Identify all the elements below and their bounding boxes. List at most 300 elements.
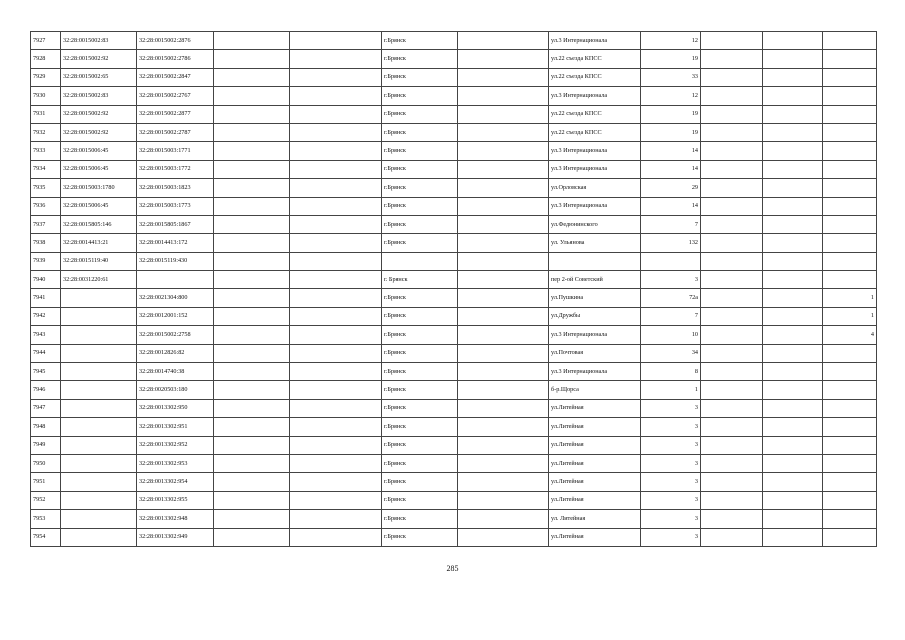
cell-col-11 bbox=[763, 197, 823, 215]
cell-city: г.Брянск bbox=[382, 289, 458, 307]
cell-cadastral-number: 32:28:0014413:172 bbox=[137, 234, 214, 252]
table-row bbox=[31, 436, 877, 454]
table-row bbox=[31, 32, 877, 50]
cell-col-11 bbox=[763, 123, 823, 141]
table-body bbox=[31, 32, 877, 547]
cell-street: ул.3 Интернационала bbox=[549, 32, 641, 50]
cell-col-12 bbox=[823, 68, 877, 86]
cell-col-7 bbox=[458, 307, 549, 325]
cell-col-10 bbox=[701, 307, 763, 325]
cell-row-number: 7946 bbox=[31, 381, 61, 399]
cell-row-number: 7945 bbox=[31, 363, 61, 381]
cell-col-4 bbox=[214, 215, 290, 233]
cell-street: ул.3 Интернационала bbox=[549, 142, 641, 160]
cell-old-cadastral-number: 32:28:0015002:65 bbox=[61, 68, 137, 86]
cell-row-number: 7948 bbox=[31, 418, 61, 436]
cell-col-7 bbox=[458, 105, 549, 123]
cell-street: ул. Литейная bbox=[549, 510, 641, 528]
cell-city: г.Брянск bbox=[382, 307, 458, 325]
table-row bbox=[31, 307, 877, 325]
cell-col-4 bbox=[214, 363, 290, 381]
table-row bbox=[31, 234, 877, 252]
cell-col-12 bbox=[823, 105, 877, 123]
cell-col-10 bbox=[701, 32, 763, 50]
cell-col-4 bbox=[214, 307, 290, 325]
cell-cadastral-number: 32:28:0015805:1867 bbox=[137, 215, 214, 233]
cell-col-12 bbox=[823, 87, 877, 105]
cell-col-7 bbox=[458, 32, 549, 50]
cell-col-5 bbox=[290, 289, 382, 307]
cell-col-10 bbox=[701, 399, 763, 417]
cell-col-7 bbox=[458, 473, 549, 491]
cell-col-12 bbox=[823, 234, 877, 252]
cell-col-4 bbox=[214, 105, 290, 123]
cell-col-5 bbox=[290, 454, 382, 472]
cell-cadastral-number: 32:28:0015002:2767 bbox=[137, 87, 214, 105]
cell-house-number: 33 bbox=[641, 68, 701, 86]
cell-street: ул.22 съезда КПСС bbox=[549, 105, 641, 123]
cell-col-4 bbox=[214, 436, 290, 454]
cell-col-5 bbox=[290, 307, 382, 325]
cell-street: ул.Орловская bbox=[549, 179, 641, 197]
cell-street: ул.22 съезда КПСС bbox=[549, 50, 641, 68]
cell-col-4 bbox=[214, 491, 290, 509]
cell-old-cadastral-number bbox=[61, 510, 137, 528]
cell-col-11 bbox=[763, 87, 823, 105]
cell-col-5 bbox=[290, 105, 382, 123]
cell-col-12 bbox=[823, 50, 877, 68]
cell-cadastral-number: 32:28:0012826:82 bbox=[137, 344, 214, 362]
cell-house-number: 3 bbox=[641, 436, 701, 454]
cell-col-4 bbox=[214, 123, 290, 141]
cell-street: ул.Федюнинского bbox=[549, 215, 641, 233]
cell-old-cadastral-number bbox=[61, 399, 137, 417]
table-row bbox=[31, 363, 877, 381]
cell-row-number: 7937 bbox=[31, 215, 61, 233]
cell-old-cadastral-number: 32:28:0015002:92 bbox=[61, 105, 137, 123]
cell-col-7 bbox=[458, 399, 549, 417]
table-row bbox=[31, 381, 877, 399]
table-row bbox=[31, 50, 877, 68]
cell-col-7 bbox=[458, 454, 549, 472]
cell-row-number: 7952 bbox=[31, 491, 61, 509]
cell-house-number: 3 bbox=[641, 399, 701, 417]
cell-col-5 bbox=[290, 528, 382, 546]
cell-col-12 bbox=[823, 32, 877, 50]
cell-col-10 bbox=[701, 510, 763, 528]
cell-house-number: 3 bbox=[641, 418, 701, 436]
cell-old-cadastral-number bbox=[61, 418, 137, 436]
cell-col-11 bbox=[763, 510, 823, 528]
cell-old-cadastral-number bbox=[61, 289, 137, 307]
cell-col-5 bbox=[290, 326, 382, 344]
cell-col-7 bbox=[458, 326, 549, 344]
table-row bbox=[31, 399, 877, 417]
cell-col-12 bbox=[823, 123, 877, 141]
cell-col-10 bbox=[701, 252, 763, 270]
table-row bbox=[31, 197, 877, 215]
page-number: 285 bbox=[446, 564, 459, 573]
cell-house-number: 14 bbox=[641, 197, 701, 215]
cell-col-5 bbox=[290, 381, 382, 399]
cell-row-number: 7950 bbox=[31, 454, 61, 472]
cell-col-7 bbox=[458, 160, 549, 178]
cell-cadastral-number: 32:28:0014740:38 bbox=[137, 363, 214, 381]
cell-col-7 bbox=[458, 381, 549, 399]
cell-cadastral-number: 32:28:0015002:2758 bbox=[137, 326, 214, 344]
cell-cadastral-number: 32:28:0013302:955 bbox=[137, 491, 214, 509]
cell-col-7 bbox=[458, 68, 549, 86]
cell-street: ул.22 съезда КПСС bbox=[549, 123, 641, 141]
cell-col-11 bbox=[763, 454, 823, 472]
cell-house-number: 3 bbox=[641, 473, 701, 491]
cell-old-cadastral-number bbox=[61, 528, 137, 546]
cell-old-cadastral-number: 32:28:0015119:40 bbox=[61, 252, 137, 270]
cell-house-number: 3 bbox=[641, 491, 701, 509]
cell-col-12 bbox=[823, 510, 877, 528]
cell-col-4 bbox=[214, 68, 290, 86]
cell-col-11 bbox=[763, 473, 823, 491]
cell-city: г.Брянск bbox=[382, 142, 458, 160]
cell-cadastral-number: 32:28:0015002:2847 bbox=[137, 68, 214, 86]
cell-col-10 bbox=[701, 234, 763, 252]
cell-col-11 bbox=[763, 528, 823, 546]
cell-col-12 bbox=[823, 197, 877, 215]
cell-cadastral-number: 32:28:0015003:1773 bbox=[137, 197, 214, 215]
cell-col-5 bbox=[290, 473, 382, 491]
cell-street: ул.3 Интернационала bbox=[549, 326, 641, 344]
cell-city: г.Брянск bbox=[382, 123, 458, 141]
cell-col-11 bbox=[763, 105, 823, 123]
cell-col-5 bbox=[290, 142, 382, 160]
cell-house-number: 3 bbox=[641, 510, 701, 528]
cell-col-4 bbox=[214, 418, 290, 436]
cell-house-number: 19 bbox=[641, 123, 701, 141]
cell-city: г.Брянск bbox=[382, 326, 458, 344]
cell-col-4 bbox=[214, 344, 290, 362]
cell-col-7 bbox=[458, 271, 549, 289]
cell-cadastral-number: 32:28:0015119:430 bbox=[137, 252, 214, 270]
cell-col-10 bbox=[701, 87, 763, 105]
cell-city: г.Брянск bbox=[382, 215, 458, 233]
cell-col-7 bbox=[458, 491, 549, 509]
cell-col-4 bbox=[214, 87, 290, 105]
cell-house-number: 8 bbox=[641, 363, 701, 381]
cell-house-number: 29 bbox=[641, 179, 701, 197]
cell-col-5 bbox=[290, 215, 382, 233]
cell-col-10 bbox=[701, 473, 763, 491]
cell-col-4 bbox=[214, 234, 290, 252]
cell-col-4 bbox=[214, 454, 290, 472]
table-row bbox=[31, 510, 877, 528]
cell-col-12 bbox=[823, 454, 877, 472]
cell-row-number: 7936 bbox=[31, 197, 61, 215]
cell-house-number: 7 bbox=[641, 307, 701, 325]
cell-house-number: 19 bbox=[641, 50, 701, 68]
cell-city: г.Брянск bbox=[382, 399, 458, 417]
table-row bbox=[31, 418, 877, 436]
cell-street: ул.Литейная bbox=[549, 491, 641, 509]
cell-house-number: 14 bbox=[641, 160, 701, 178]
table-row bbox=[31, 160, 877, 178]
cell-row-number: 7951 bbox=[31, 473, 61, 491]
cell-city: г.Брянск bbox=[382, 179, 458, 197]
cell-house-number: 3 bbox=[641, 271, 701, 289]
cell-col-12 bbox=[823, 528, 877, 546]
cell-col-12 bbox=[823, 179, 877, 197]
cell-house-number: 14 bbox=[641, 142, 701, 160]
table-row bbox=[31, 179, 877, 197]
cell-col-10 bbox=[701, 123, 763, 141]
cell-col-5 bbox=[290, 160, 382, 178]
cell-city: г.Брянск bbox=[382, 473, 458, 491]
cell-col-7 bbox=[458, 528, 549, 546]
cell-old-cadastral-number: 32:28:0014413:21 bbox=[61, 234, 137, 252]
cell-col-10 bbox=[701, 528, 763, 546]
cell-row-number: 7931 bbox=[31, 105, 61, 123]
cell-col-10 bbox=[701, 179, 763, 197]
cell-col-5 bbox=[290, 418, 382, 436]
cell-col-4 bbox=[214, 179, 290, 197]
cell-col-7 bbox=[458, 252, 549, 270]
cell-city: г.Брянск bbox=[382, 160, 458, 178]
cell-cadastral-number: 32:28:0013302:949 bbox=[137, 528, 214, 546]
cell-col-7 bbox=[458, 123, 549, 141]
cell-row-number: 7933 bbox=[31, 142, 61, 160]
cell-cadastral-number: 32:28:0015002:2876 bbox=[137, 32, 214, 50]
cell-col-7 bbox=[458, 289, 549, 307]
cell-col-5 bbox=[290, 252, 382, 270]
cell-city: г.Брянск bbox=[382, 197, 458, 215]
cell-col-11 bbox=[763, 381, 823, 399]
cell-col-4 bbox=[214, 142, 290, 160]
cell-row-number: 7927 bbox=[31, 32, 61, 50]
cell-cadastral-number: 32:28:0013302:948 bbox=[137, 510, 214, 528]
cell-col-10 bbox=[701, 68, 763, 86]
cell-col-7 bbox=[458, 50, 549, 68]
cell-col-10 bbox=[701, 326, 763, 344]
cell-col-11 bbox=[763, 363, 823, 381]
cell-street bbox=[549, 252, 641, 270]
cell-col-4 bbox=[214, 50, 290, 68]
cell-street: ул.Литейная bbox=[549, 418, 641, 436]
cell-row-number: 7940 bbox=[31, 271, 61, 289]
cell-city: г.Брянск bbox=[382, 491, 458, 509]
cell-row-number: 7935 bbox=[31, 179, 61, 197]
cell-house-number: 3 bbox=[641, 454, 701, 472]
cell-col-4 bbox=[214, 528, 290, 546]
cell-old-cadastral-number bbox=[61, 307, 137, 325]
cell-col-10 bbox=[701, 105, 763, 123]
cell-old-cadastral-number bbox=[61, 454, 137, 472]
registry-table bbox=[30, 31, 877, 547]
cell-col-5 bbox=[290, 234, 382, 252]
cell-col-10 bbox=[701, 436, 763, 454]
cell-col-4 bbox=[214, 197, 290, 215]
cell-col-5 bbox=[290, 491, 382, 509]
cell-row-number: 7934 bbox=[31, 160, 61, 178]
cell-row-number: 7953 bbox=[31, 510, 61, 528]
cell-col-7 bbox=[458, 436, 549, 454]
cell-col-12: 1 bbox=[823, 307, 877, 325]
cell-old-cadastral-number: 32:28:0015002:83 bbox=[61, 32, 137, 50]
cell-col-11 bbox=[763, 399, 823, 417]
cell-cadastral-number: 32:28:0013302:952 bbox=[137, 436, 214, 454]
cell-house-number: 19 bbox=[641, 105, 701, 123]
cell-col-12 bbox=[823, 215, 877, 233]
cell-street: пер 2-ой Советский bbox=[549, 271, 641, 289]
cell-col-7 bbox=[458, 215, 549, 233]
cell-row-number: 7942 bbox=[31, 307, 61, 325]
cell-cadastral-number: 32:28:0013302:953 bbox=[137, 454, 214, 472]
cell-col-11 bbox=[763, 160, 823, 178]
cell-city: г.Брянск bbox=[382, 418, 458, 436]
cell-col-11 bbox=[763, 289, 823, 307]
table-row bbox=[31, 142, 877, 160]
cell-col-12 bbox=[823, 252, 877, 270]
cell-col-11 bbox=[763, 234, 823, 252]
table-row bbox=[31, 344, 877, 362]
table-row bbox=[31, 215, 877, 233]
cell-old-cadastral-number bbox=[61, 473, 137, 491]
cell-city bbox=[382, 252, 458, 270]
cell-col-5 bbox=[290, 197, 382, 215]
cell-cadastral-number: 32:28:0012001:152 bbox=[137, 307, 214, 325]
cell-col-5 bbox=[290, 179, 382, 197]
table-row bbox=[31, 271, 877, 289]
cell-cadastral-number: 32:28:0015002:2877 bbox=[137, 105, 214, 123]
table-row bbox=[31, 473, 877, 491]
cell-col-10 bbox=[701, 160, 763, 178]
cell-col-10 bbox=[701, 454, 763, 472]
cell-col-5 bbox=[290, 510, 382, 528]
cell-row-number: 7938 bbox=[31, 234, 61, 252]
cell-street: ул.Литейная bbox=[549, 436, 641, 454]
cell-col-12: 4 bbox=[823, 326, 877, 344]
cell-col-4 bbox=[214, 32, 290, 50]
cell-col-12 bbox=[823, 473, 877, 491]
cell-col-10 bbox=[701, 491, 763, 509]
cell-city: г.Брянск bbox=[382, 32, 458, 50]
cell-city: г.Брянск bbox=[382, 50, 458, 68]
cell-street: ул.3 Интернационала bbox=[549, 197, 641, 215]
cell-house-number: 132 bbox=[641, 234, 701, 252]
cell-col-10 bbox=[701, 418, 763, 436]
cell-col-10 bbox=[701, 50, 763, 68]
cell-cadastral-number: 32:28:0021304:800 bbox=[137, 289, 214, 307]
cell-col-7 bbox=[458, 418, 549, 436]
cell-street: ул.Дружбы bbox=[549, 307, 641, 325]
cell-old-cadastral-number: 32:28:0031220:61 bbox=[61, 271, 137, 289]
cell-col-7 bbox=[458, 197, 549, 215]
cell-col-11 bbox=[763, 179, 823, 197]
cell-row-number: 7939 bbox=[31, 252, 61, 270]
cell-city: г.Брянск bbox=[382, 381, 458, 399]
cell-street: ул.3 Интернационала bbox=[549, 160, 641, 178]
cell-street: ул.Литейная bbox=[549, 454, 641, 472]
cell-col-12 bbox=[823, 381, 877, 399]
cell-row-number: 7932 bbox=[31, 123, 61, 141]
cell-col-10 bbox=[701, 197, 763, 215]
cell-street: ул.Литейная bbox=[549, 528, 641, 546]
cell-col-7 bbox=[458, 344, 549, 362]
cell-col-5 bbox=[290, 50, 382, 68]
cell-col-5 bbox=[290, 32, 382, 50]
cell-city: г.Брянск bbox=[382, 87, 458, 105]
table-row bbox=[31, 454, 877, 472]
cell-col-4 bbox=[214, 381, 290, 399]
cell-col-11 bbox=[763, 326, 823, 344]
table-row bbox=[31, 326, 877, 344]
cell-col-10 bbox=[701, 344, 763, 362]
cell-row-number: 7941 bbox=[31, 289, 61, 307]
cell-old-cadastral-number bbox=[61, 436, 137, 454]
cell-city: г.Брянск bbox=[382, 105, 458, 123]
cell-street: ул.Литейная bbox=[549, 399, 641, 417]
cell-house-number: 72а bbox=[641, 289, 701, 307]
cell-col-7 bbox=[458, 179, 549, 197]
cell-col-10 bbox=[701, 142, 763, 160]
cell-col-11 bbox=[763, 344, 823, 362]
cell-old-cadastral-number: 32:28:0015002:83 bbox=[61, 87, 137, 105]
cell-col-4 bbox=[214, 399, 290, 417]
cell-cadastral-number: 32:28:0015003:1823 bbox=[137, 179, 214, 197]
cell-old-cadastral-number: 32:28:0015002:92 bbox=[61, 123, 137, 141]
cell-col-12 bbox=[823, 142, 877, 160]
cell-house-number bbox=[641, 252, 701, 270]
cell-col-12 bbox=[823, 363, 877, 381]
cell-col-7 bbox=[458, 234, 549, 252]
cell-col-4 bbox=[214, 326, 290, 344]
cell-old-cadastral-number: 32:28:0015003:1780 bbox=[61, 179, 137, 197]
cell-col-7 bbox=[458, 510, 549, 528]
cell-col-10 bbox=[701, 271, 763, 289]
cell-row-number: 7930 bbox=[31, 87, 61, 105]
cell-house-number: 10 bbox=[641, 326, 701, 344]
cell-col-11 bbox=[763, 252, 823, 270]
cell-street: ул.Пушкина bbox=[549, 289, 641, 307]
cell-old-cadastral-number: 32:28:0015002:92 bbox=[61, 50, 137, 68]
table-row bbox=[31, 105, 877, 123]
cell-col-5 bbox=[290, 436, 382, 454]
cell-city: г.Брянск bbox=[382, 344, 458, 362]
cell-city: г.Брянск bbox=[382, 454, 458, 472]
cell-row-number: 7954 bbox=[31, 528, 61, 546]
cell-street: б-р.Щорса bbox=[549, 381, 641, 399]
table-row bbox=[31, 289, 877, 307]
cell-street: ул.22 съезда КПСС bbox=[549, 68, 641, 86]
table-row bbox=[31, 491, 877, 509]
table-row bbox=[31, 123, 877, 141]
cell-row-number: 7929 bbox=[31, 68, 61, 86]
cell-col-10 bbox=[701, 381, 763, 399]
cell-city: г.Брянск bbox=[382, 436, 458, 454]
cell-old-cadastral-number bbox=[61, 326, 137, 344]
cell-city: г.Брянск bbox=[382, 528, 458, 546]
cell-col-4 bbox=[214, 289, 290, 307]
cell-col-4 bbox=[214, 271, 290, 289]
cell-city: г.Брянск bbox=[382, 68, 458, 86]
cell-col-11 bbox=[763, 436, 823, 454]
cell-row-number: 7943 bbox=[31, 326, 61, 344]
cell-col-4 bbox=[214, 510, 290, 528]
cell-street: ул. Ульянова bbox=[549, 234, 641, 252]
cell-cadastral-number: 32:28:0013302:951 bbox=[137, 418, 214, 436]
cell-col-10 bbox=[701, 289, 763, 307]
cell-old-cadastral-number: 32:28:0015805:146 bbox=[61, 215, 137, 233]
cell-col-4 bbox=[214, 252, 290, 270]
table-row bbox=[31, 528, 877, 546]
